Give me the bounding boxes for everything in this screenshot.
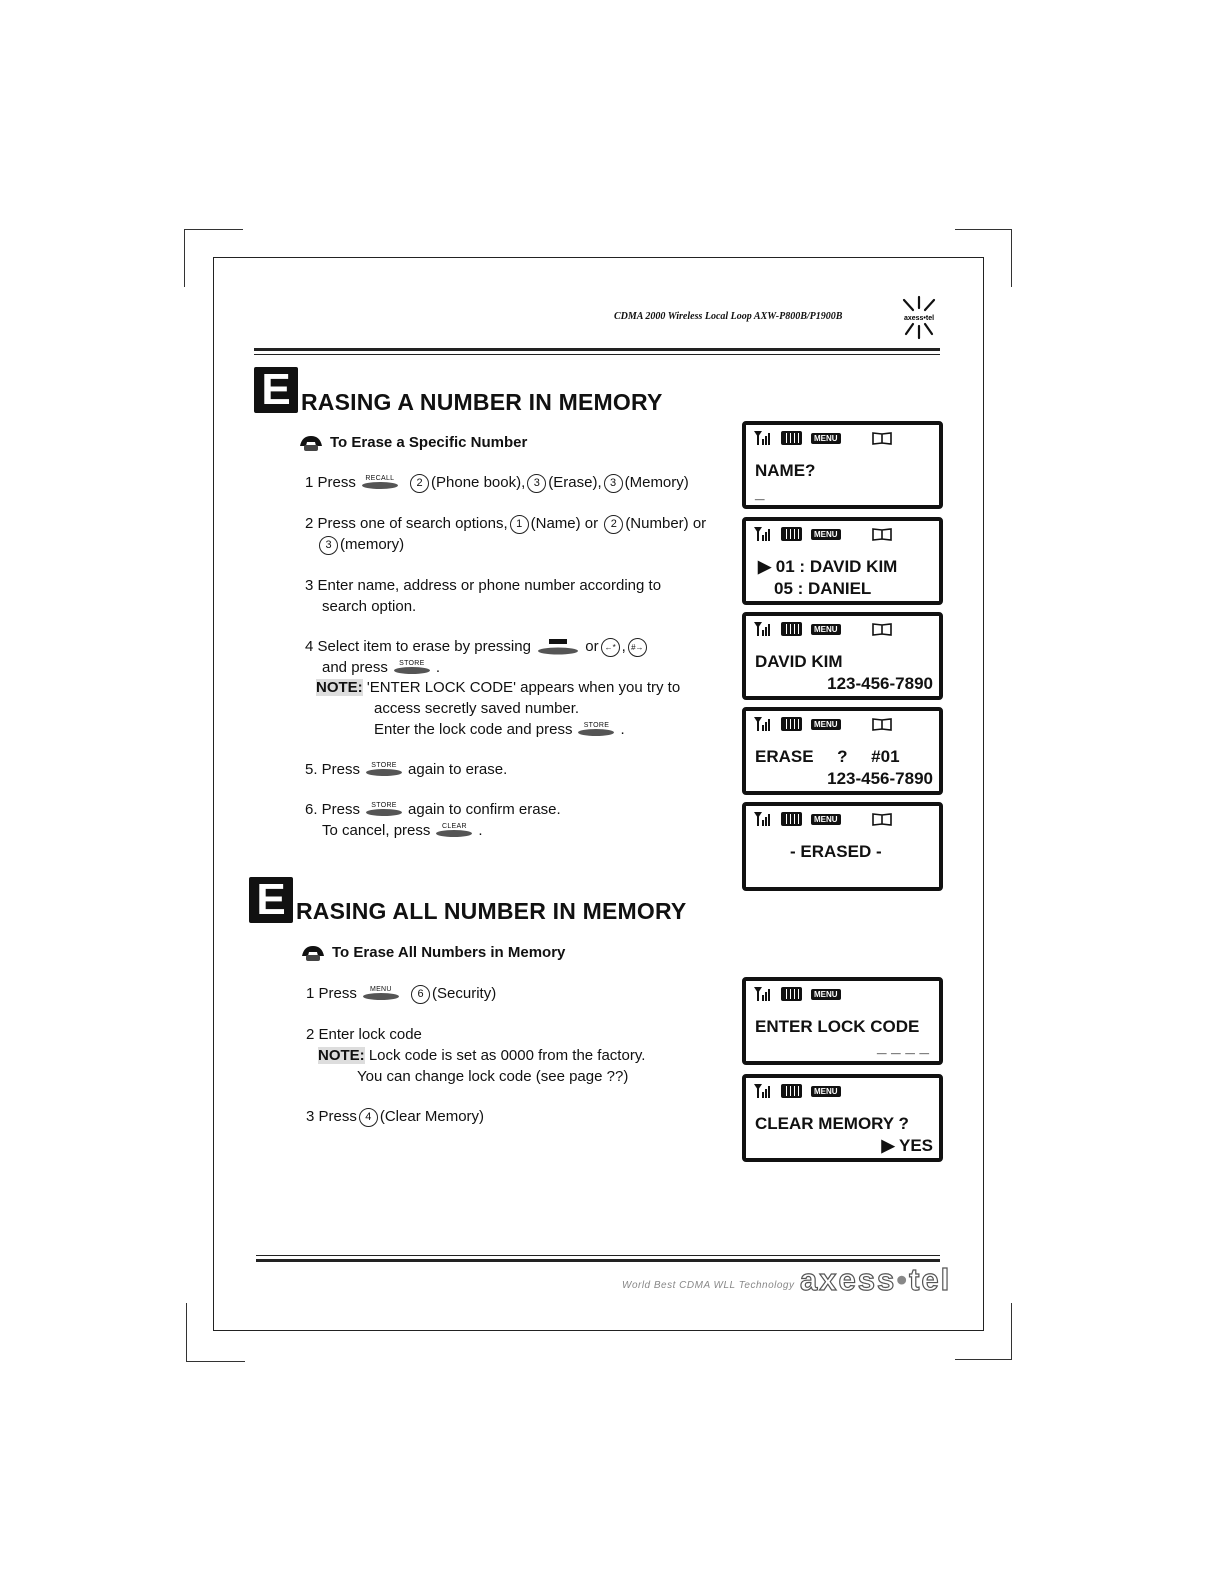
section1-step-1: 1 Press RECALL 2 (Phone book), 3 (Erase), 3 (Memory)	[305, 474, 689, 491]
menu-indicator-icon: MENU	[811, 529, 841, 540]
signal-icon	[754, 1084, 772, 1098]
section1-step-4: 4 Select item to erase by pressing or ←* , #→ and press STORE .	[305, 636, 649, 678]
lcd-screen-search-results	[742, 517, 943, 605]
lcd-line-2: ▶ YES	[881, 1136, 933, 1155]
telephone-icon	[298, 432, 324, 452]
menu-indicator-icon: MENU	[811, 1086, 841, 1097]
signal-icon	[754, 812, 772, 826]
section2-step-3: 3 Press 4 (Clear Memory)	[306, 1108, 485, 1125]
lcd-line-1: NAME?	[755, 461, 816, 480]
header-model-line: CDMA 2000 Wireless Local Loop AXW-P800B/P1900B	[614, 311, 843, 322]
store-key-icon: STORE	[362, 764, 406, 776]
menu-indicator-icon: MENU	[811, 989, 841, 1000]
section1-title: RASING A NUMBER IN MEMORY	[301, 389, 663, 415]
lcd-screen-name	[742, 421, 943, 509]
phonebook-icon	[872, 812, 892, 826]
menu-key-icon: MENU	[359, 988, 403, 1000]
signal-icon	[754, 431, 772, 445]
lcd-line-1: - ERASED -	[790, 842, 882, 861]
section1-step-6: 6. Press STORE again to confirm erase. To cancel, press CLEAR .	[305, 801, 561, 839]
footer-brand-logo: axess•tel	[800, 1262, 952, 1297]
lcd-line-1: ▶ 01 : DAVID KIM	[758, 557, 898, 576]
lcd-line-1: DAVID KIM	[755, 652, 843, 671]
lcd-line-1: ERASE ? #01	[755, 747, 900, 766]
lcd-line-1: ENTER LOCK CODE	[755, 1017, 920, 1036]
lcd-line-1: CLEAR MEMORY ?	[755, 1114, 909, 1133]
menu-indicator-icon: MENU	[811, 433, 841, 444]
menu-indicator-icon: MENU	[811, 719, 841, 730]
section1-initial-letter: E	[254, 367, 298, 413]
section1-step-2: 2 Press one of search options, 1 (Name) or 2 (Number) or 3 (memory)	[305, 515, 707, 553]
signal-icon	[754, 527, 772, 541]
signal-icon	[754, 987, 772, 1001]
section2-title: RASING ALL NUMBER IN MEMORY	[296, 898, 687, 924]
store-key-icon: STORE	[574, 724, 618, 736]
store-key-icon: STORE	[390, 662, 434, 674]
lcd-screen-entry	[742, 612, 943, 700]
lcd-line-2: 123-456-7890	[827, 674, 933, 693]
battery-icon	[781, 717, 802, 731]
lcd-screen-erased	[742, 802, 943, 891]
phonebook-icon	[872, 717, 892, 731]
menu-indicator-icon: MENU	[811, 624, 841, 635]
header-rule-thin	[254, 354, 940, 355]
nav-key-icon	[535, 638, 581, 656]
axesstel-starburst-logo-icon	[896, 294, 942, 340]
footer-rule-thin	[256, 1255, 940, 1256]
signal-icon	[754, 717, 772, 731]
lcd-line-2: 123-456-7890	[827, 769, 933, 788]
header-rule-thick	[254, 348, 940, 351]
lcd-line-2: 05 : DANIEL	[774, 579, 872, 598]
phonebook-icon	[872, 622, 892, 636]
section1-step-5: 5. Press STORE again to erase.	[305, 761, 508, 778]
phonebook-icon	[872, 527, 892, 541]
battery-icon	[781, 1084, 802, 1098]
lcd-line-2: _ _ _ _	[877, 1037, 929, 1056]
store-key-icon: STORE	[362, 804, 406, 816]
section1-note: NOTE: 'ENTER LOCK CODE' appears when you try to access secretly saved number. Enter the lock code and press STORE .	[316, 679, 681, 738]
battery-icon	[781, 527, 802, 541]
clear-key-icon: CLEAR	[432, 825, 476, 837]
section2-step-1: 1 Press MENU 6 (Security)	[306, 985, 497, 1002]
svg-text:axess•tel: axess•tel	[903, 315, 935, 322]
battery-icon	[781, 987, 802, 1001]
phonebook-icon	[872, 431, 892, 445]
section2-step-2: 2 Enter lock code NOTE: Lock code is set as 0000 from the factory. You can change lock code (see page ??)	[306, 1026, 646, 1085]
lcd-line-2: _	[755, 483, 765, 502]
signal-icon	[754, 622, 772, 636]
footer-tagline: World Best CDMA WLL Technology	[622, 1280, 795, 1291]
lcd-screen-lock-code	[742, 977, 943, 1065]
battery-icon	[781, 622, 802, 636]
battery-icon	[781, 812, 802, 826]
recall-key-icon: RECALL	[358, 477, 402, 489]
telephone-icon	[300, 942, 326, 962]
lcd-screen-clear-memory	[742, 1074, 943, 1162]
section1-step-3: 3 Enter name, address or phone number according to search option.	[305, 577, 662, 615]
menu-indicator-icon: MENU	[811, 814, 841, 825]
battery-icon	[781, 431, 802, 445]
lcd-screen-erase-confirm	[742, 707, 943, 795]
section2-subtitle: To Erase All Numbers in Memory	[300, 942, 565, 962]
section2-initial-letter: E	[249, 877, 293, 923]
section1-subtitle: To Erase a Specific Number	[298, 432, 527, 452]
